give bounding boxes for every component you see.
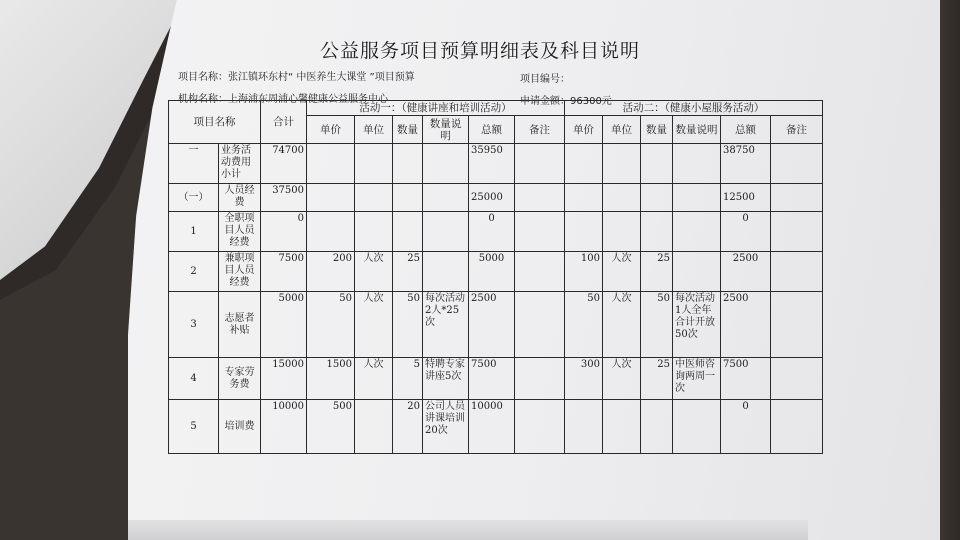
header-a1-qty-note: 数量说明 <box>423 116 469 144</box>
a2-price <box>565 212 603 252</box>
a1-amount: 10000 <box>469 400 515 454</box>
header-a2-qty-note: 数量说明 <box>673 116 721 144</box>
a2-remark <box>771 292 823 358</box>
a2-amount: 0 <box>721 400 771 454</box>
header-a2-unit: 单位 <box>603 116 641 144</box>
row-total: 0 <box>261 212 307 252</box>
a2-remark <box>771 144 823 184</box>
table-row <box>169 358 823 400</box>
a1-price: 50 <box>307 292 355 358</box>
header-activity-1: 活动一：（健康讲座和培训活动） <box>307 101 565 116</box>
a2-price: 100 <box>565 252 603 292</box>
a2-qty: 25 <box>641 358 673 400</box>
row-no: （一） <box>169 184 219 212</box>
a1-qty: 5 <box>393 358 423 400</box>
row-name: 业务活动费用小计 <box>219 144 261 184</box>
a1-note <box>423 252 469 292</box>
a1-note: 每次活动2人*25次 <box>423 292 469 358</box>
a1-price: 200 <box>307 252 355 292</box>
a1-unit: 人次 <box>355 358 393 400</box>
a2-amount: 12500 <box>721 184 771 212</box>
header-a2-amount: 总额 <box>721 116 771 144</box>
a2-note <box>673 400 721 454</box>
row-name: 专家劳务费 <box>219 358 261 400</box>
project-name: 项目名称：张江镇环东村“ 中医养生大课堂 ”项目预算 <box>178 72 415 83</box>
a1-price: 500 <box>307 400 355 454</box>
a1-remark <box>515 184 565 212</box>
a2-qty <box>641 144 673 184</box>
a1-amount: 0 <box>469 212 515 252</box>
a1-price <box>307 212 355 252</box>
a2-amount: 2500 <box>721 292 771 358</box>
table-row <box>169 292 823 358</box>
row-name: 培训费 <box>219 400 261 454</box>
a2-amount: 7500 <box>721 358 771 400</box>
a1-qty <box>393 144 423 184</box>
a1-qty <box>393 212 423 252</box>
table-row <box>169 212 823 252</box>
a1-unit: 人次 <box>355 292 393 358</box>
a1-unit <box>355 144 393 184</box>
a1-qty: 50 <box>393 292 423 358</box>
a2-unit <box>603 144 641 184</box>
header-a1-amount: 总额 <box>469 116 515 144</box>
a2-qty <box>641 400 673 454</box>
a2-remark <box>771 252 823 292</box>
a2-unit <box>603 184 641 212</box>
header-a2-unit-price: 单价 <box>565 116 603 144</box>
header-a2-qty: 数量 <box>641 116 673 144</box>
row-name: 志愿者补贴 <box>219 292 261 358</box>
a1-remark <box>515 400 565 454</box>
header-a1-qty: 数量 <box>393 116 423 144</box>
a2-amount: 38750 <box>721 144 771 184</box>
a1-price <box>307 144 355 184</box>
row-total: 7500 <box>261 252 307 292</box>
a2-note <box>673 212 721 252</box>
a1-unit <box>355 184 393 212</box>
header-a1-unit: 单位 <box>355 116 393 144</box>
a2-unit <box>603 212 641 252</box>
a1-unit <box>355 212 393 252</box>
document-title: 公益服务项目预算明细表及科目说明 <box>319 40 640 62</box>
header-a2-remark: 备注 <box>771 116 823 144</box>
a1-remark <box>515 252 565 292</box>
a1-price: 1500 <box>307 358 355 400</box>
row-no: 3 <box>169 292 219 358</box>
a2-qty <box>641 212 673 252</box>
header-a1-remark: 备注 <box>515 116 565 144</box>
header-a1-unit-price: 单价 <box>307 116 355 144</box>
row-no: 4 <box>169 358 219 400</box>
row-no: 1 <box>169 212 219 252</box>
a2-unit: 人次 <box>603 252 641 292</box>
a2-qty: 50 <box>641 292 673 358</box>
a1-note <box>423 212 469 252</box>
a1-remark <box>515 144 565 184</box>
a1-amount: 7500 <box>469 358 515 400</box>
a1-qty <box>393 184 423 212</box>
a1-amount: 25000 <box>469 184 515 212</box>
table-row <box>169 144 823 184</box>
a2-remark <box>771 184 823 212</box>
a2-note: 每次活动1人全年合计开放50次 <box>673 292 721 358</box>
header-item-name: 项目名称 <box>169 101 261 144</box>
organization-name: 机构名称：上海浦东周浦心馨健康公益服务中心 <box>178 94 388 105</box>
row-total: 5000 <box>261 292 307 358</box>
row-name: 人员经费 <box>219 184 261 212</box>
a1-amount: 2500 <box>469 292 515 358</box>
a2-unit <box>603 400 641 454</box>
a1-amount: 35950 <box>469 144 515 184</box>
a1-note: 公司人员讲课培训20次 <box>423 400 469 454</box>
paper-stack-edge <box>128 520 808 540</box>
table-row <box>169 252 823 292</box>
row-no: 5 <box>169 400 219 454</box>
budget-table <box>168 100 823 454</box>
a2-remark <box>771 358 823 400</box>
a1-qty: 25 <box>393 252 423 292</box>
row-no: 2 <box>169 252 219 292</box>
a1-note <box>423 144 469 184</box>
a2-remark <box>771 212 823 252</box>
row-name: 全职项目人员经费 <box>219 212 261 252</box>
a2-price: 300 <box>565 358 603 400</box>
a1-remark <box>515 292 565 358</box>
apply-amount: 申请金额：96300元 <box>520 96 612 107</box>
a1-qty: 20 <box>393 400 423 454</box>
table-row <box>169 400 823 454</box>
a1-amount: 5000 <box>469 252 515 292</box>
a2-unit: 人次 <box>603 358 641 400</box>
a2-qty <box>641 184 673 212</box>
row-total: 74700 <box>261 144 307 184</box>
row-total: 10000 <box>261 400 307 454</box>
a1-note: 特聘专家讲座5次 <box>423 358 469 400</box>
a2-note <box>673 184 721 212</box>
row-name: 兼职项目人员经费 <box>219 252 261 292</box>
header-total: 合计 <box>261 101 307 144</box>
a1-unit <box>355 400 393 454</box>
a1-unit: 人次 <box>355 252 393 292</box>
row-total: 15000 <box>261 358 307 400</box>
a2-qty: 25 <box>641 252 673 292</box>
a1-price <box>307 184 355 212</box>
a1-remark <box>515 212 565 252</box>
a2-note: 中医师咨询两周一次 <box>673 358 721 400</box>
a1-remark <box>515 358 565 400</box>
project-number: 项目编号： <box>520 74 570 85</box>
a2-note <box>673 252 721 292</box>
a2-amount: 2500 <box>721 252 771 292</box>
row-total: 37500 <box>261 184 307 212</box>
a2-remark <box>771 400 823 454</box>
a2-unit: 人次 <box>603 292 641 358</box>
a1-note <box>423 184 469 212</box>
a2-note <box>673 144 721 184</box>
a2-price <box>565 144 603 184</box>
a2-price <box>565 184 603 212</box>
table-row <box>169 184 823 212</box>
a2-price <box>565 400 603 454</box>
row-no: 一 <box>169 144 219 184</box>
a2-price: 50 <box>565 292 603 358</box>
header-activity-2: 活动二：（健康小屋服务活动） <box>565 101 823 116</box>
a2-amount: 0 <box>721 212 771 252</box>
